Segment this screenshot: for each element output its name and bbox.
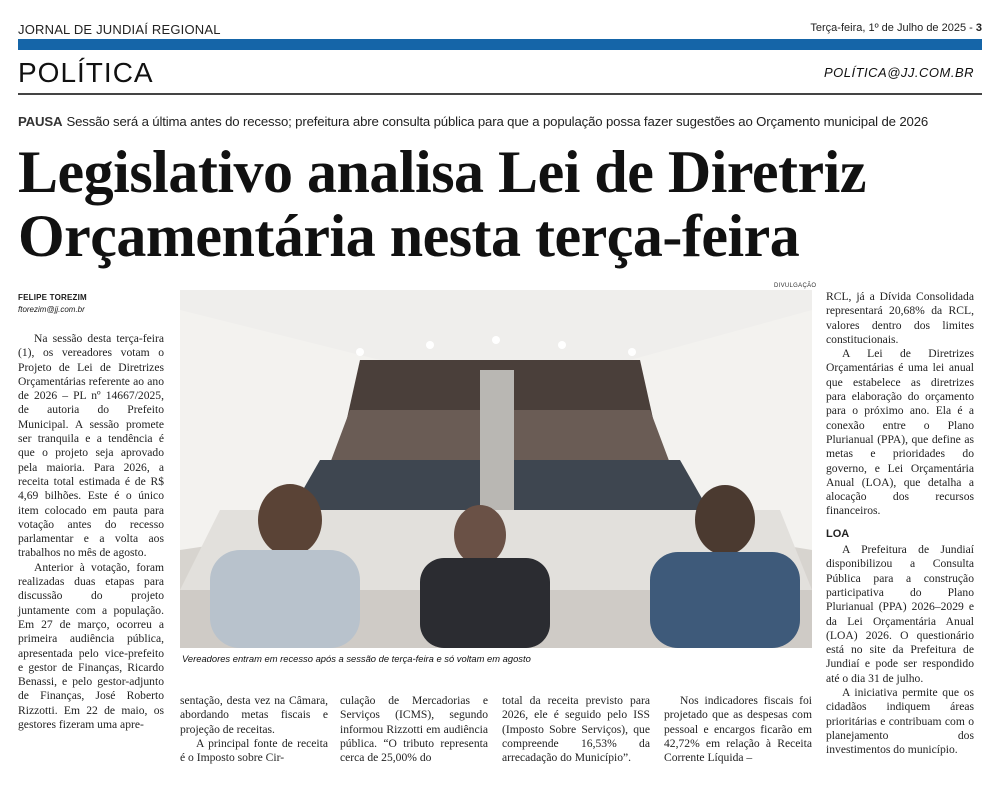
paragraph: A iniciativa permite que os cidadãos indiquem áreas prioritárias e contribuam com o planejamento dos investimentos do município.	[826, 686, 974, 757]
paragraph: total da receita previsto para 2026, ele é seguido pelo ISS (Imposto Sobre Serviços), que compreende 16,53% da arrecadação do Município”.	[502, 694, 650, 765]
article-photo	[180, 290, 812, 648]
paragraph: A Prefeitura de Jundiaí disponibilizou a Consulta Pública para a construção participativa do Plano Plurianual (PPA) 2026–2029 e da Lei Orçamentária Anual (LOA) 2026. O questionário está no site da Prefeitura de Jundiaí e pode ser respondido até o dia 31 de julho.	[826, 543, 974, 685]
headline	[18, 140, 978, 268]
headline-line-1: Legislativo analisa Lei de Diretriz	[18, 139, 866, 205]
paragraph: Anterior à votação, foram realizadas duas etapas para discussão do projeto juntamente com a população. Em 27 de março, ocorreu a primeira audiência pública, apresentada pelo vice-prefeito e gestor de Finanças, Ricardo Benassi, e pelo gestor-adjunto de Finanças, José Roberto Rizzotti. Em 22 de maio, os gestores fizeram uma apre-	[18, 560, 164, 732]
article-column-1	[18, 332, 164, 732]
issue-date	[810, 22, 982, 34]
author-email: ftorezim@jj.com.br	[18, 305, 85, 314]
byline	[18, 293, 87, 314]
article-column-3	[340, 694, 488, 765]
kicker	[18, 114, 928, 129]
paragraph: Nos indicadores fiscais foi projetado que as despesas com pessoal e encargos ficarão em 42,72% em relação à Receita Corrente Líquida –	[664, 694, 812, 765]
subheading-loa: LOA	[826, 527, 850, 540]
article-column-6	[826, 290, 974, 758]
council-chamber-image	[180, 290, 812, 648]
article-column-5	[664, 694, 812, 765]
masthead-bar	[18, 39, 982, 50]
section-rule	[18, 93, 982, 95]
paragraph: Na sessão desta terça-feira (1), os vereadores votam o Projeto de Lei de Diretrizes Orçamentárias referente ao ano de 2026 – PL nº 14667/2025, de autoria do Prefeito Municipal. A sessão promete ser tranquila e a tendência é que o projeto seja aprovado pela maioria. Para 2026, a receita total estimada é de R$ 4,69 bilhões. Este é o único item colocado em pauta para votação antes do recesso parlamentar e a volta aos trabalhos no mês de agosto.	[18, 332, 164, 560]
photo-credit: DIVULGAÇÃO	[774, 283, 817, 289]
paragraph: RCL, já a Dívida Consolidada representará 20,68% da RCL, valores dentro dos limites constitucionais.	[826, 290, 974, 346]
headline-line-2: Orçamentária nesta terça-feira	[18, 203, 800, 269]
photo-caption: Vereadores entram em recesso após a sessão de terça-feira e só voltam em agosto	[182, 653, 531, 664]
date-separator: -	[969, 22, 973, 34]
section-email: POLÍTICA@JJ.COM.BR	[823, 65, 974, 80]
paragraph: A Lei de Diretrizes Orçamentárias é uma lei anual que estabelece as diretrizes para elaboração do orçamento para o próximo ano. Ela é a conexão entre o Plano Plurianual (PPA), que define as metas e prioridades do governo, e Lei Orçamentária Anual (LOA), que detalha a alocação dos recursos financeiros.	[826, 347, 974, 518]
date-text: Terça-feira, 1º de Julho de 2025	[810, 22, 967, 34]
article-column-2	[180, 694, 328, 765]
kicker-text: Sessão será a última antes do recesso; prefeitura abre consulta pública para que a população possa fazer sugestões ao Orçamento municipal de 2026	[66, 114, 929, 129]
author-name: FELIPE TOREZIM	[18, 293, 87, 302]
article-column-4	[502, 694, 650, 765]
newspaper-name: JORNAL DE JUNDIAÍ REGIONAL	[18, 22, 221, 37]
section-title: POLÍTICA	[18, 57, 154, 88]
kicker-tag: PAUSA	[18, 114, 63, 129]
masthead	[18, 20, 982, 38]
page-number: 3	[975, 22, 982, 34]
paragraph: culação de Mercadorias e Serviços (ICMS), segundo informou Rizzotti em audiência pública. “O tributo representa cerca de 25,00% do	[340, 694, 488, 765]
paragraph: sentação, desta vez na Câmara, abordando metas fiscais e projeção de receitas.	[180, 694, 328, 736]
paragraph: A principal fonte de receita é o Imposto sobre Cir-	[180, 736, 328, 765]
